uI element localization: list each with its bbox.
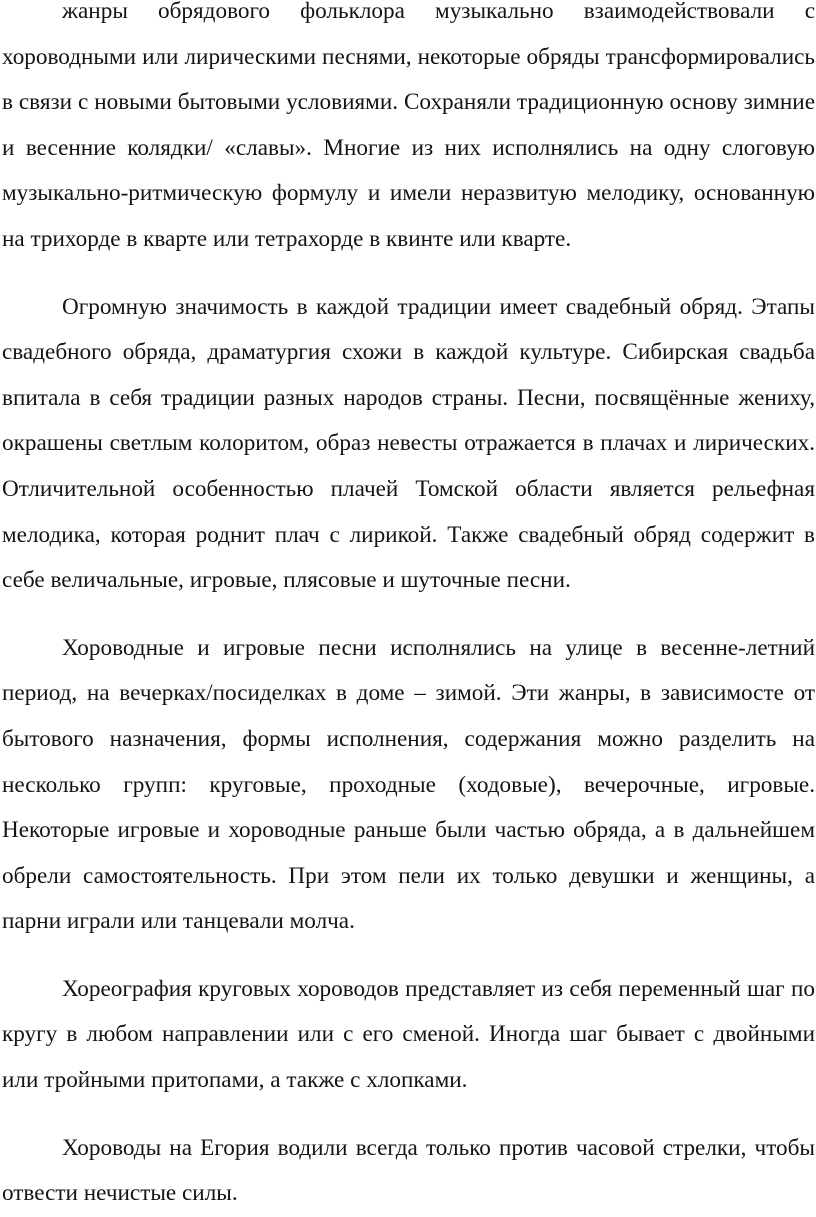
paragraph-1: жанры обрядового фольклора музыкально взаимодействовали с хороводными или лирическими песнями, некоторые обряды трансформировались в связи с новыми бытовыми условиями. Сохраняли традиционную основу зимние и весенние колядки/ «славы». Многие из них исполнялись на одну слоговую музыкально-ритмическую формулу и имели неразвитую мелодику, основанную на трихорде в кварте или тетрахорде в квинте или кварте.: [2, 0, 815, 252]
paragraph-4: Хореография круговых хороводов представляет из себя переменный шаг по кругу в любом направлении или с его сменой. Иногда шаг бывает с двойными или тройными притопами, а также с хлопками.: [2, 975, 815, 1094]
paragraph-5: Хороводы на Егория водили всегда только против часовой стрелки, чтобы отвести нечистые силы.: [2, 1134, 815, 1207]
paragraph-3: Хороводные и игровые песни исполнялись на улице в весенне-летний период, на вечерках/посиделках в доме – зимой. Эти жанры, в зависимосте от бытового назначения, формы исполнения, содержания можно разделить на несколько групп: круговые, проходные (ходовые), вечерочные, игровые. Некоторые игровые и хороводные раньше были частью обряда, а в дальнейшем обрели самостоятельность. При этом пели их только девушки и женщины, а парни играли или танцевали молча.: [2, 634, 815, 935]
paragraph-2: Огромную значимость в каждой традиции имеет свадебный обряд. Этапы свадебного обряда, драматургия схожи в каждой культуре. Сибирская свадьба впитала в себя традиции разных народов страны. Песни, посвящённые жениху, окрашены светлым колоритом, образ невесты отражается в плачах и лирических. Отличительной особенностью плачей Томской области является рельефная мелодика, которая роднит плач с лирикой. Также свадебный обряд содержит в себе величальные, игровые, плясовые и шуточные песни.: [2, 293, 815, 594]
